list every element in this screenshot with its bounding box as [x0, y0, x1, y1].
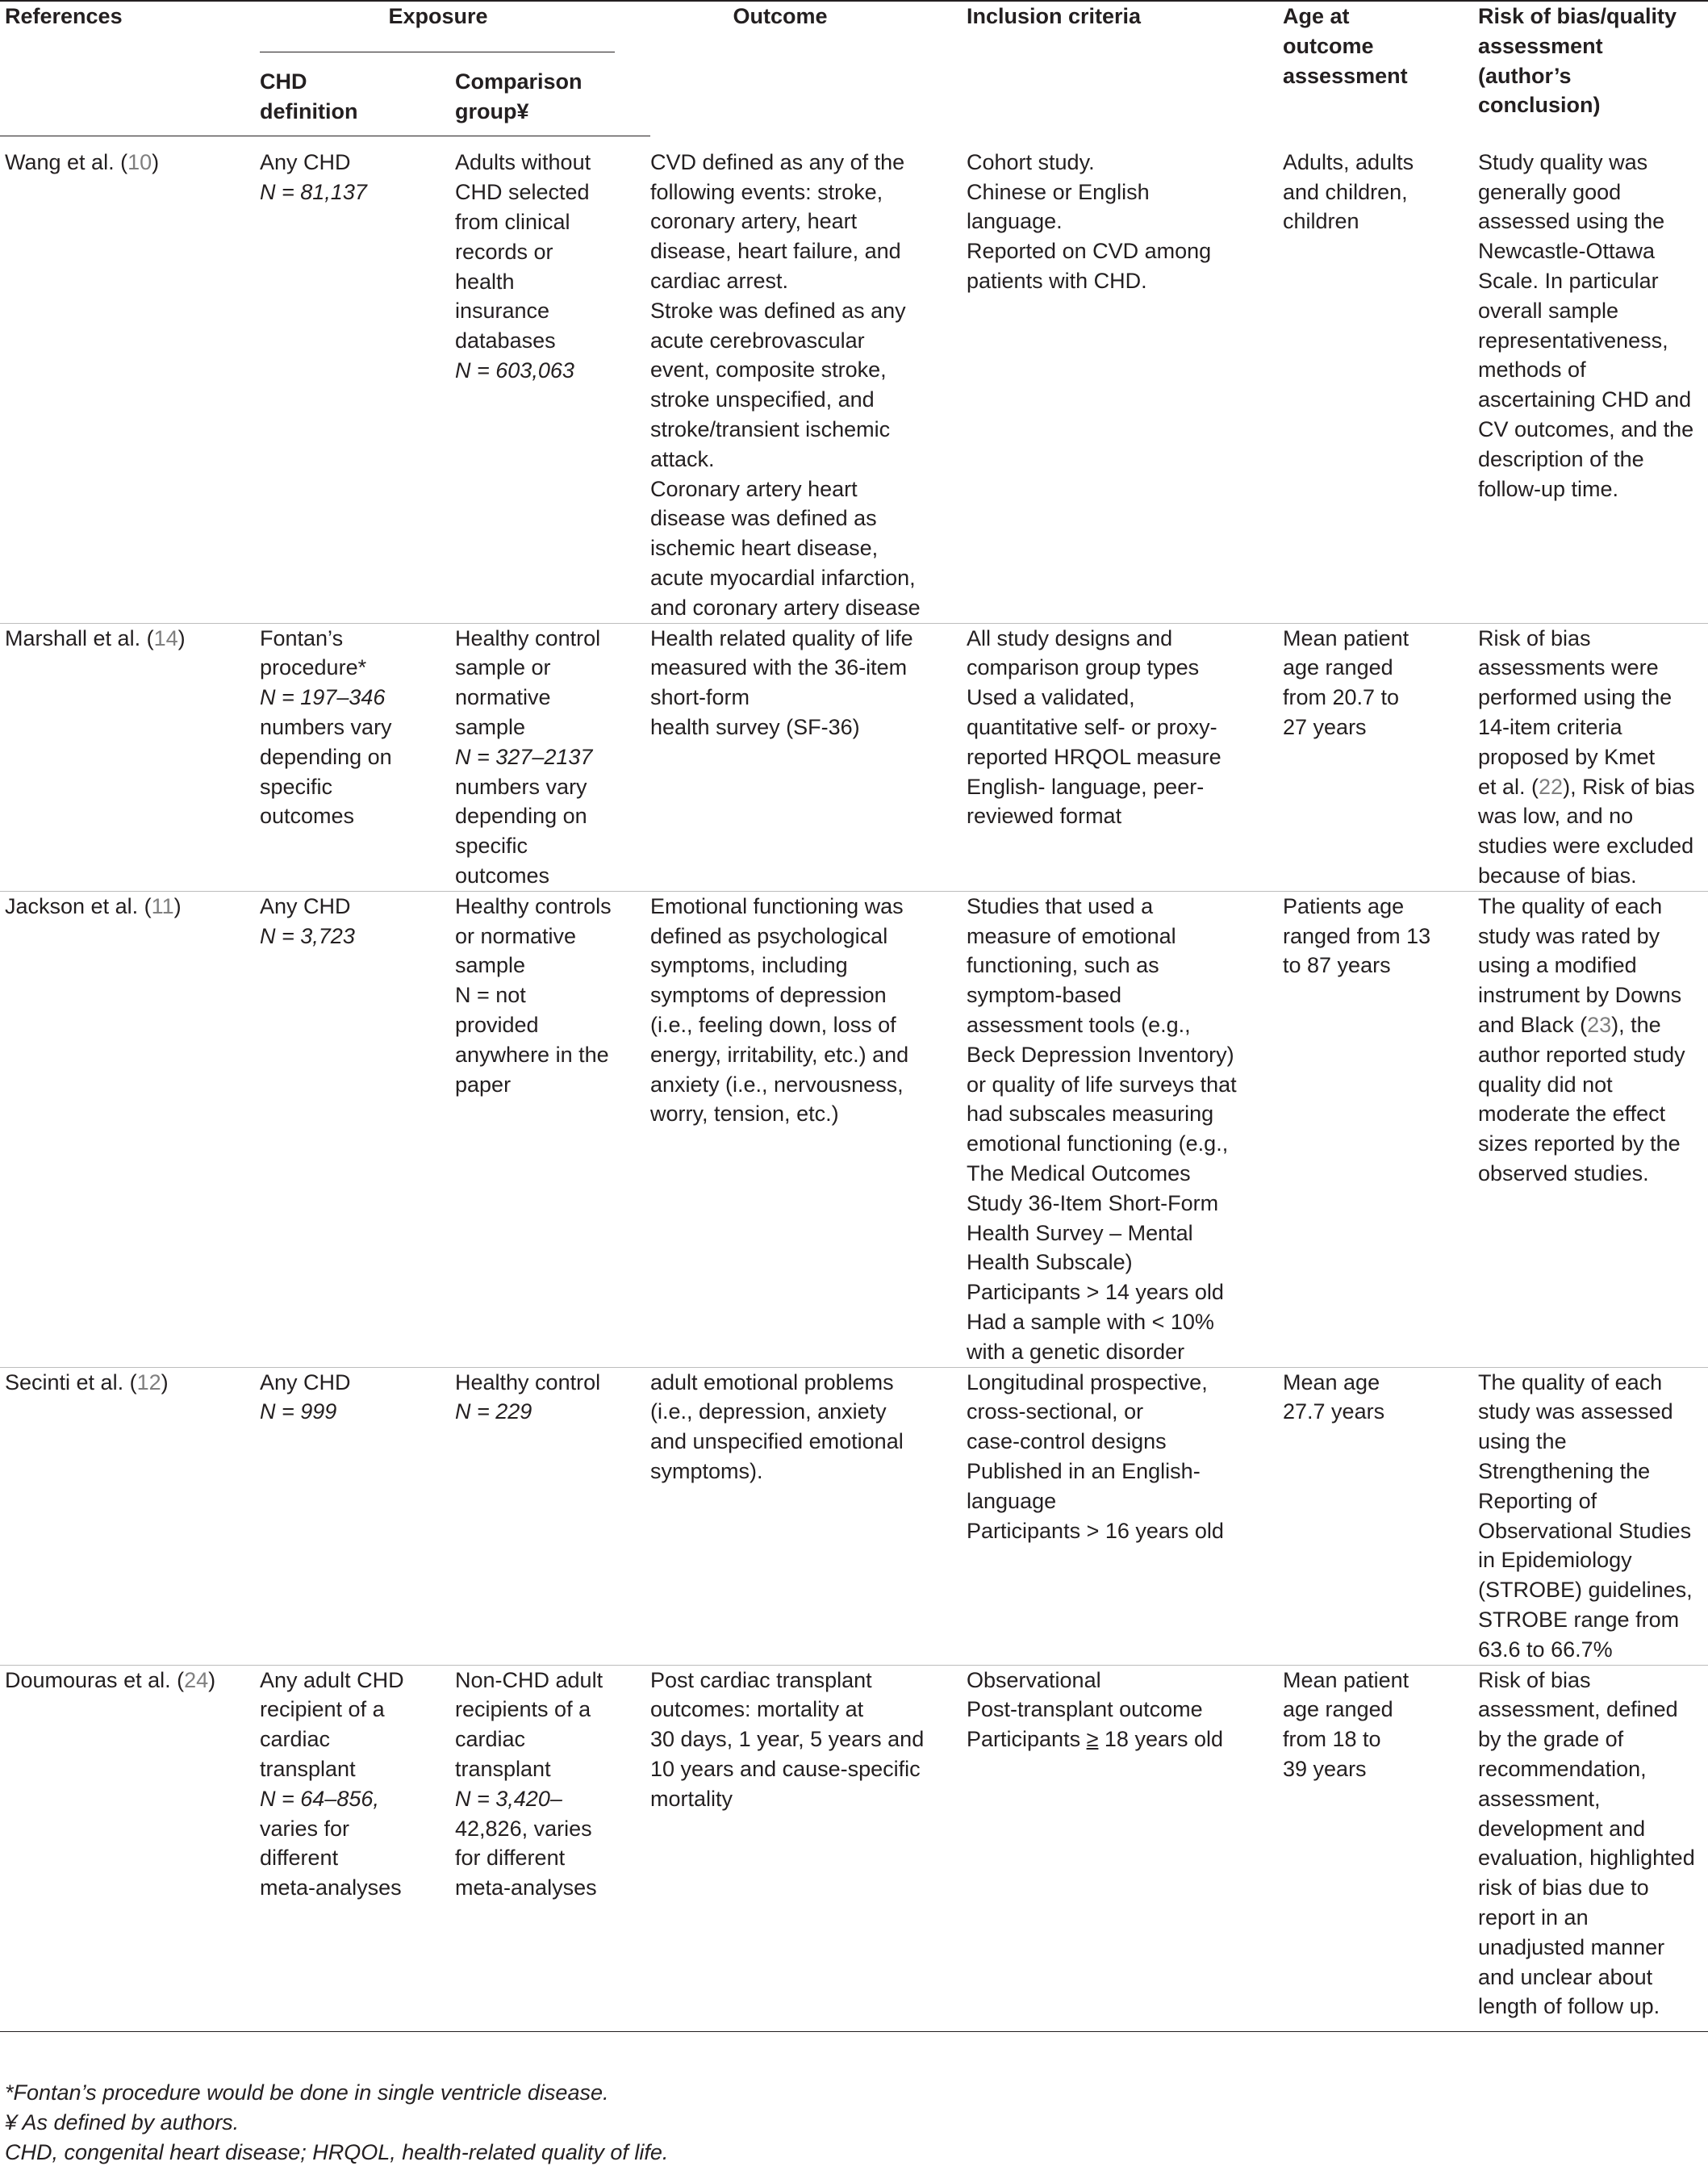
table-row	[0, 1665, 1708, 2032]
comparison-cell: Healthy controls or normative sample N = not provided anywhere in the paper	[455, 891, 650, 1367]
age-cell: Patients age ranged from 13 to 87 years	[1283, 891, 1478, 1367]
inclusion-cell: All study designs and comparison group types Used a validated, quantitative self- or proxy- reported HRQOL measure English- language, peer- reviewed format	[967, 623, 1283, 891]
table-footnotes	[5, 2078, 668, 2168]
citation-link[interactable]: 23	[1587, 1013, 1612, 1037]
comparison-cell: Non-CHD adult recipients of a cardiac transplant N = 3,420– 42,826, varies for different meta-analyses	[455, 1665, 650, 2032]
inclusion-cell: Observational Post-transplant outcome Participants ≥ 18 years old	[967, 1665, 1283, 2032]
citation-link[interactable]: 14	[153, 625, 178, 650]
risk-cell: Risk of bias assessment, defined by the grade of recommendation, assessment, development and evaluation, highlighted risk of bias due to report in an unadjusted manner and unclear about length of follow up.	[1478, 1665, 1708, 2032]
age-cell: Mean patient age ranged from 20.7 to 27 years	[1283, 623, 1478, 891]
header-risk: Risk of bias/quality assessment (author’s conclusion)	[1478, 4, 1677, 118]
inclusion-cell: Studies that used a measure of emotional functioning, such as symptom-based assessment tools (e.g., Beck Depression Inventory) or quality of life surveys that had subscales measuring emotional functioning (e.g., The Medical Outcomes Study 36-Item Short-Form Health Survey – Mental Health Subscale) Participants > 14 years old Had a sample with < 10% with a genetic disorder	[967, 891, 1283, 1367]
header-inclusion: Inclusion criteria	[967, 4, 1142, 28]
citation-link[interactable]: 11	[151, 893, 174, 918]
reference-cell: Secinti et al. (12)	[0, 1367, 260, 1665]
age-cell: Mean age 27.7 years	[1283, 1367, 1478, 1665]
reference-cell: Jackson et al. (11)	[0, 891, 260, 1367]
inclusion-cell: Longitudinal prospective, cross-sectional, or case-control designs Published in an English- language Participants > 16 years old	[967, 1367, 1283, 1665]
chd-cell: Any adult CHD recipient of a cardiac transplant N = 64–856, varies for different meta-analyses	[260, 1665, 455, 2032]
risk-cell: Study quality was generally good assessed using the Newcastle-Ottawa Scale. In particular overall sample representativeness, methods of ascertaining CHD and CV outcomes, and the description of the follow-up time.	[1478, 136, 1708, 623]
comparison-cell: Healthy control sample or normative sample N = 327–2137 numbers vary depending on specific outcomes	[455, 623, 650, 891]
header-age: Age at outcome assessment	[1283, 4, 1408, 88]
risk-cell: The quality of each study was assessed using the Strengthening the Reporting of Observational Studies in Epidemiology (STROBE) guidelines, STROBE range from 63.6 to 66.7%	[1478, 1367, 1708, 1665]
header-references: References	[5, 4, 123, 28]
outcome-cell: CVD defined as any of the following events: stroke, coronary artery, heart disease, heart failure, and cardiac arrest. Stroke was defined as any acute cerebrovascular event, composite stroke, stroke unspecified, and stroke/transient ischemic attack. Coronary artery heart disease was defined as ischemic heart disease, acute myocardial infarction, and coronary artery disease	[650, 136, 967, 623]
table-row	[0, 136, 1708, 623]
citation-link[interactable]: 10	[127, 150, 152, 175]
reference-cell: Doumouras et al. (24)	[0, 1665, 260, 2032]
outcome-cell: Health related quality of life measured with the 36-item short-form health survey (SF-36)	[650, 623, 967, 891]
footnote-abbreviations: CHD, congenital heart disease; HRQOL, health-related quality of life.	[5, 2140, 669, 2164]
header-references-empty	[0, 52, 260, 136]
outcome-cell: Post cardiac transplant outcomes: mortality at 30 days, 1 year, 5 years and 10 years and cause-specific mortality	[650, 1665, 967, 2032]
inclusion-cell: Cohort study. Chinese or English language. Reported on CVD among patients with CHD.	[967, 136, 1283, 623]
comparison-cell: Adults without CHD selected from clinical records or health insurance databases N = 603,063	[455, 136, 650, 623]
citation-link[interactable]: 12	[136, 1369, 161, 1394]
header-chd-definition: CHD definition	[260, 52, 455, 136]
reference-cell: Marshall et al. (14)	[0, 623, 260, 891]
chd-cell: Fontan’s procedure* N = 197–346 numbers vary depending on specific outcomes	[260, 623, 455, 891]
chd-cell: Any CHD N = 81,137	[260, 136, 455, 623]
reference-cell: Wang et al. (10)	[0, 136, 260, 623]
footnote-as-defined: ¥ As defined by authors.	[5, 2110, 240, 2134]
outcome-cell: adult emotional problems (i.e., depression, anxiety and unspecified emotional symptoms).	[650, 1367, 967, 1665]
header-outcome: Outcome	[733, 4, 828, 28]
footnote-fontan: *Fontan’s procedure would be done in single ventricle disease.	[5, 2080, 609, 2105]
table-row	[0, 623, 1708, 891]
citation-link[interactable]: 24	[184, 1667, 209, 1692]
age-cell: Mean patient age ranged from 18 to 39 years	[1283, 1665, 1478, 2032]
citation-link[interactable]: 22	[1539, 774, 1564, 799]
outcome-cell: Emotional functioning was defined as psychological symptoms, including symptoms of depression (i.e., feeling down, loss of energy, irritability, etc.) and anxiety (i.e., nervousness, worry, tension, etc.)	[650, 891, 967, 1367]
header-exposure: Exposure	[260, 1, 650, 52]
risk-cell: Risk of bias assessments were performed using the 14-item criteria proposed by Kmet et al. (22), Risk of bias was low, and no studies were excluded because of bias.	[1478, 623, 1708, 891]
chd-cell: Any CHD N = 3,723	[260, 891, 455, 1367]
age-cell: Adults, adults and children, children	[1283, 136, 1478, 623]
table-row	[0, 1367, 1708, 1665]
comparison-cell: Healthy control N = 229	[455, 1367, 650, 1665]
header-comparison-group: Comparison group¥	[455, 52, 650, 136]
table-row	[0, 891, 1708, 1367]
chd-cell: Any CHD N = 999	[260, 1367, 455, 1665]
risk-cell: The quality of each study was rated by using a modified instrument by Downs and Black (23), the author reported study quality did not moderate the effect sizes reported by the observed studies.	[1478, 891, 1708, 1367]
